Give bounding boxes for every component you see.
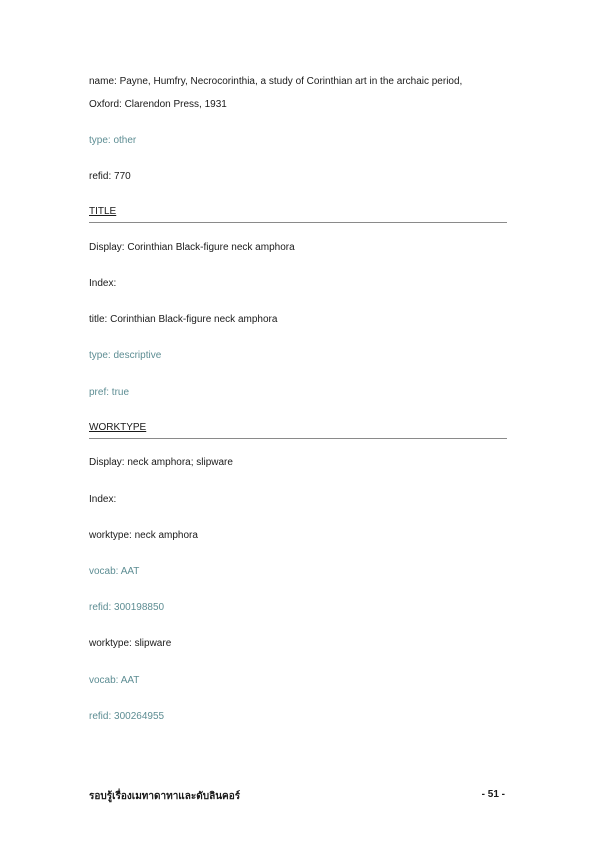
title-value: title: Corinthian Black-figure neck amphora [89,314,278,325]
page-number: - 51 - [481,789,505,800]
worktype-vocab: vocab: AAT [89,566,140,577]
source-name-line1: name: Payne, Humfry, Necrocorinthia, a study of Corinthian art in the archaic period, [89,76,463,87]
title-section-rule [89,222,507,223]
worktype-refid: refid: 300198850 [89,602,165,613]
source-type: type: other [89,135,137,146]
worktype-section-rule [89,438,507,439]
title-index: Index: [89,278,117,289]
title-section-heading: TITLE [89,206,117,217]
title-type: type: descriptive [89,350,162,361]
worktype-index: Index: [89,494,117,505]
footer-book-title: รอบรู้เรื่องเมทาดาทาและดับลินคอร์ [89,791,241,802]
worktype-refid: refid: 300264955 [89,711,165,722]
worktype-item: worktype: neck amphora [89,530,198,541]
worktype-item: worktype: slipware [89,638,172,649]
worktype-display: Display: neck amphora; slipware [89,457,233,468]
source-name-line2: Oxford: Clarendon Press, 1931 [89,99,227,110]
worktype-section-heading: WORKTYPE [89,422,147,433]
title-display: Display: Corinthian Black-figure neck amphora [89,242,295,253]
title-pref: pref: true [89,387,130,398]
source-refid: refid: 770 [89,171,131,182]
worktype-vocab: vocab: AAT [89,675,140,686]
